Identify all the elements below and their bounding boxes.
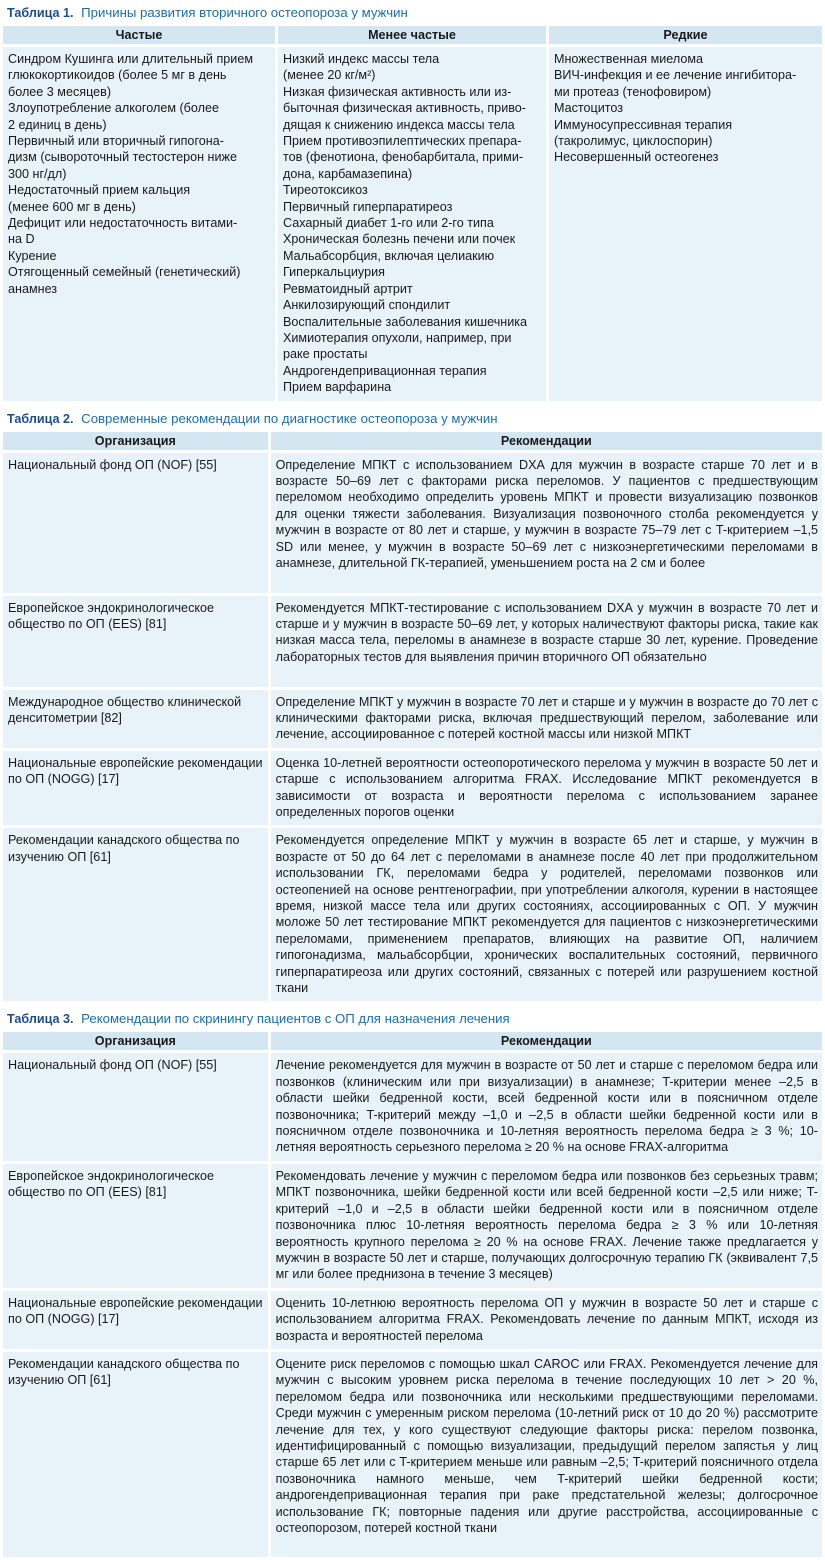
table1-cell-frequent: Синдром Кушинга или длительный прием глюкокортикоидов (более 5 мг в день более 3 месяцев) Злоупотребление алкоголем (более 2 единиц в день) Первичный или вторичный гипогона- дизм (сывороточный тестостерон ниже 300 нг/дл) Недостаточный прием кальция (менее 600 мг в день) Дефицит или недостаточность витами- на D Курение Отягощенный семейный (генетический) анамнез	[3, 47, 275, 401]
table-row	[3, 1352, 822, 1557]
table3-header-organization: Организация	[3, 1032, 268, 1050]
org-cell: Международное общество клинической денситометрии [82]	[3, 690, 268, 748]
table1-title: Причины развития вторичного остеопороза у мужчин	[81, 5, 408, 20]
table-row	[3, 690, 822, 748]
table1-header-less-frequent: Менее частые	[278, 26, 546, 44]
table2-header-organization: Организация	[3, 432, 268, 450]
table2-header-recommendations: Рекомендации	[271, 432, 822, 450]
table-row	[3, 1291, 822, 1349]
table1-header-frequent: Частые	[3, 26, 275, 44]
org-cell: Национальный фонд ОП (NOF) [55]	[3, 453, 268, 593]
recommendation-cell: Оцените риск переломов с помощью шкал CAROC или FRAX. Рекомендуется лечение для мужчин с высоким уровнем риска перелома в течение последующих 10 лет > 20 %, переломом бедра или позвоночника или несколькими предшествующими переломами. Среди мужчин с умеренным риском перелома (10-летний риск от 10 до 20 %) рассмотрите лечение для тех, у кого существуют следующие факторы риска: перелом позвонка, идентифицированный с помощью визуализации, предыдущий перелом запястья у лиц старше 65 лет или с T-критерием меньше или равным –2,5; T-критерий поясничного отдела позвоночника намного меньше, чем T-критерий шейки бедренной кости; андрогендепривационная терапия при раке предстательной железы; долгосрочное использование ГК; повторные падения или другие расстройства, ассоциированные с остеопорозом, потерей костной ткани	[271, 1352, 822, 1557]
org-cell: Национальный фонд ОП (NOF) [55]	[3, 1053, 268, 1160]
recommendation-cell: Оценка 10-летней вероятности остеопоротического перелома у мужчин в возрасте 50 лет и старше с использованием алгоритма FRAX. Исследование МПКТ рекомендуется в зависимости от возраста и вероятности перелома с использованием заранее определенных порогов оценки	[271, 751, 822, 826]
recommendation-cell: Определение МПКТ с использованием DXA для мужчин в возрасте старше 70 лет и в возрасте 50–69 лет с факторами риска переломов. У пациентов с предшествующим переломом необходимо определить уровень МПКТ и провести визуализацию позвонков для оценки тяжести заболевания. Визуализация позвоночного столба рекомендуется у мужчин в возрасте от 80 лет и старше, у мужчин в возрасте 75–79 лет с T-критерием –1,5 SD или менее, у мужчин в возрасте 50–69 лет с низкоэнергетическими переломами в анамнезе, длительной ГК-терапией, уменьшением роста на 2 см и более	[271, 453, 822, 593]
table2	[0, 429, 825, 1005]
org-cell: Европейское эндокринологическое общество по ОП (EES) [81]	[3, 596, 268, 687]
table-row	[3, 1053, 822, 1160]
table3	[0, 1029, 825, 1560]
table1-cell-rare: Множественная миелома ВИЧ-инфекция и ее лечение ингибитора- ми протеаз (тенофовиром) Мастоцитоз Иммуносупрессивная терапия (такролимус, циклоспорин) Несовершенный остеогенез	[549, 47, 822, 401]
table-row	[3, 453, 822, 593]
table2-title: Современные рекомендации по диагностике остеопороза у мужчин	[81, 410, 498, 426]
org-cell: Национальные европейские рекомендации по ОП (NOGG) [17]	[3, 1291, 268, 1349]
table-row	[3, 1164, 822, 1288]
org-cell: Рекомендации канадского общества по изучению ОП [61]	[3, 1352, 268, 1557]
org-cell: Рекомендации канадского общества по изучению ОП [61]	[3, 828, 268, 1001]
table-row	[3, 828, 822, 1001]
table-row	[3, 751, 822, 826]
recommendation-cell: Рекомендуется определение МПКТ у мужчин в возрасте 65 лет и старше, у мужчин в возрасте от 50 до 64 лет с переломами в анамнезе после 40 лет при продолжительном использовании ГК, переломами бедра у родителей, переломами позвонков или остеопенией на основе рентгенографии, при употреблении алкоголя, курении в настоящее время, низкой массе тела или других состояниях, ассоциированных с ОП. У мужчин моложе 50 лет тестирование МПКТ рекомендуется для пациентов с низкоэнергетическими переломами, применением препаратов, влияющих на развитие ОП, наличием гипогонадизма, мальабсорбции, хронических воспалительных состояний, первичного гиперпаратиреоза или других состояний, связанных с потерей или разрушением костной ткани	[271, 828, 822, 1001]
table1-header-rare: Редкие	[549, 26, 822, 44]
recommendation-cell: Рекомендовать лечение у мужчин с переломом бедра или позвонков без серьезных травм; МПКТ позвоночника, шейки бедренной кости или всей бедренной кости –2,5 или ниже; T-критерий –1,0 и –2,5 в области шейки бедренной кости или в поясничном отделе позвоночника плюс 10-летняя вероятность перелома бедра ≥ 3 % или 10-летняя вероятность крупного перелома ≥ 20 % на основе FRAX. Лечение также предлагается у мужчин в возрасте 50 лет и старше, получающих долгосрочную терапию ГК (эквивалент 7,5 мг или более преднизона в течение 3 месяцев)	[271, 1164, 822, 1288]
table1-caption	[0, 0, 825, 25]
table3-title: Рекомендации по скринингу пациентов с ОП для назначения лечения	[81, 1011, 510, 1027]
recommendation-cell: Лечение рекомендуется для мужчин в возрасте от 50 лет и старше с переломом бедра или позвонков (клиническим или при визуализации) в анамнезе; T-критерии менее –2,5 в области шейки бедренной кости, всей бедренной кости или в поясничном отделе позвоночника; T-критерий между –1,0 и –2,5 в области шейки бедренной кости или в поясничном отделе позвоночника и 10-летняя вероятность перелома бедра ≥ 3 %; 10-летняя вероятность серьезного перелома ≥ 20 % на основе FRAX-алгоритма	[271, 1053, 822, 1160]
org-cell: Национальные европейские рекомендации по ОП (NOGG) [17]	[3, 751, 268, 826]
table3-caption	[0, 1006, 825, 1031]
table1	[0, 23, 825, 404]
table1-cell-less-frequent: Низкий индекс массы тела (менее 20 кг/м²) Низкая физическая активность или из- быточная физическая активность, приво- дящая к снижению индекса массы тела Прием противоэпилептических препара- тов (фенотиона, фенобарбитала, прими- дона, карбамазепина) Тиреотоксикоз Первичный гиперпаратиреоз Сахарный диабет 1-го или 2-го типа Хроническая болезнь печени или почек Мальабсорбция, включая целиакию Гиперкальциурия Ревматоидный артрит Анкилозирующий спондилит Воспалительные заболевания кишечника Химиотерапия опухоли, например, при раке простаты Андрогендепривационная терапия Прием варфарина	[278, 47, 546, 401]
table-row	[3, 596, 822, 687]
table1-number: Таблица 1.	[7, 6, 74, 20]
table3-number: Таблица 3.	[7, 1012, 74, 1027]
recommendation-cell: Рекомендуется МПКТ-тестирование с использованием DXA у мужчин в возрасте 70 лет и старше и у мужчин в возрасте 50–69 лет, у которых наличествуют факторы риска, такие как низкая масса тела, переломы в анамнезе в возрасте старше 30 лет, курение. Проведение лабораторных тестов для выявления причин вторичного ОП обязательно	[271, 596, 822, 687]
table3-header-recommendations: Рекомендации	[271, 1032, 822, 1050]
recommendation-cell: Определение МПКТ у мужчин в возрасте 70 лет и старше и у мужчин в возрасте до 70 лет с клиническими факторами риска, включая предшествующий перелом, заболевание или лечение, ассоциированное с потерей костной массы или низкой МПКТ	[271, 690, 822, 748]
table2-number: Таблица 2.	[7, 411, 74, 426]
table2-caption	[0, 406, 825, 431]
recommendation-cell: Оценить 10-летнюю вероятность перелома ОП у мужчин в возрасте 50 лет и старше с использованием алгоритма FRAX. Рекомендовать лечение по данным МПКТ, исходя из возраста и вероятностей перелома	[271, 1291, 822, 1349]
org-cell: Европейское эндокринологическое общество по ОП (EES) [81]	[3, 1164, 268, 1288]
